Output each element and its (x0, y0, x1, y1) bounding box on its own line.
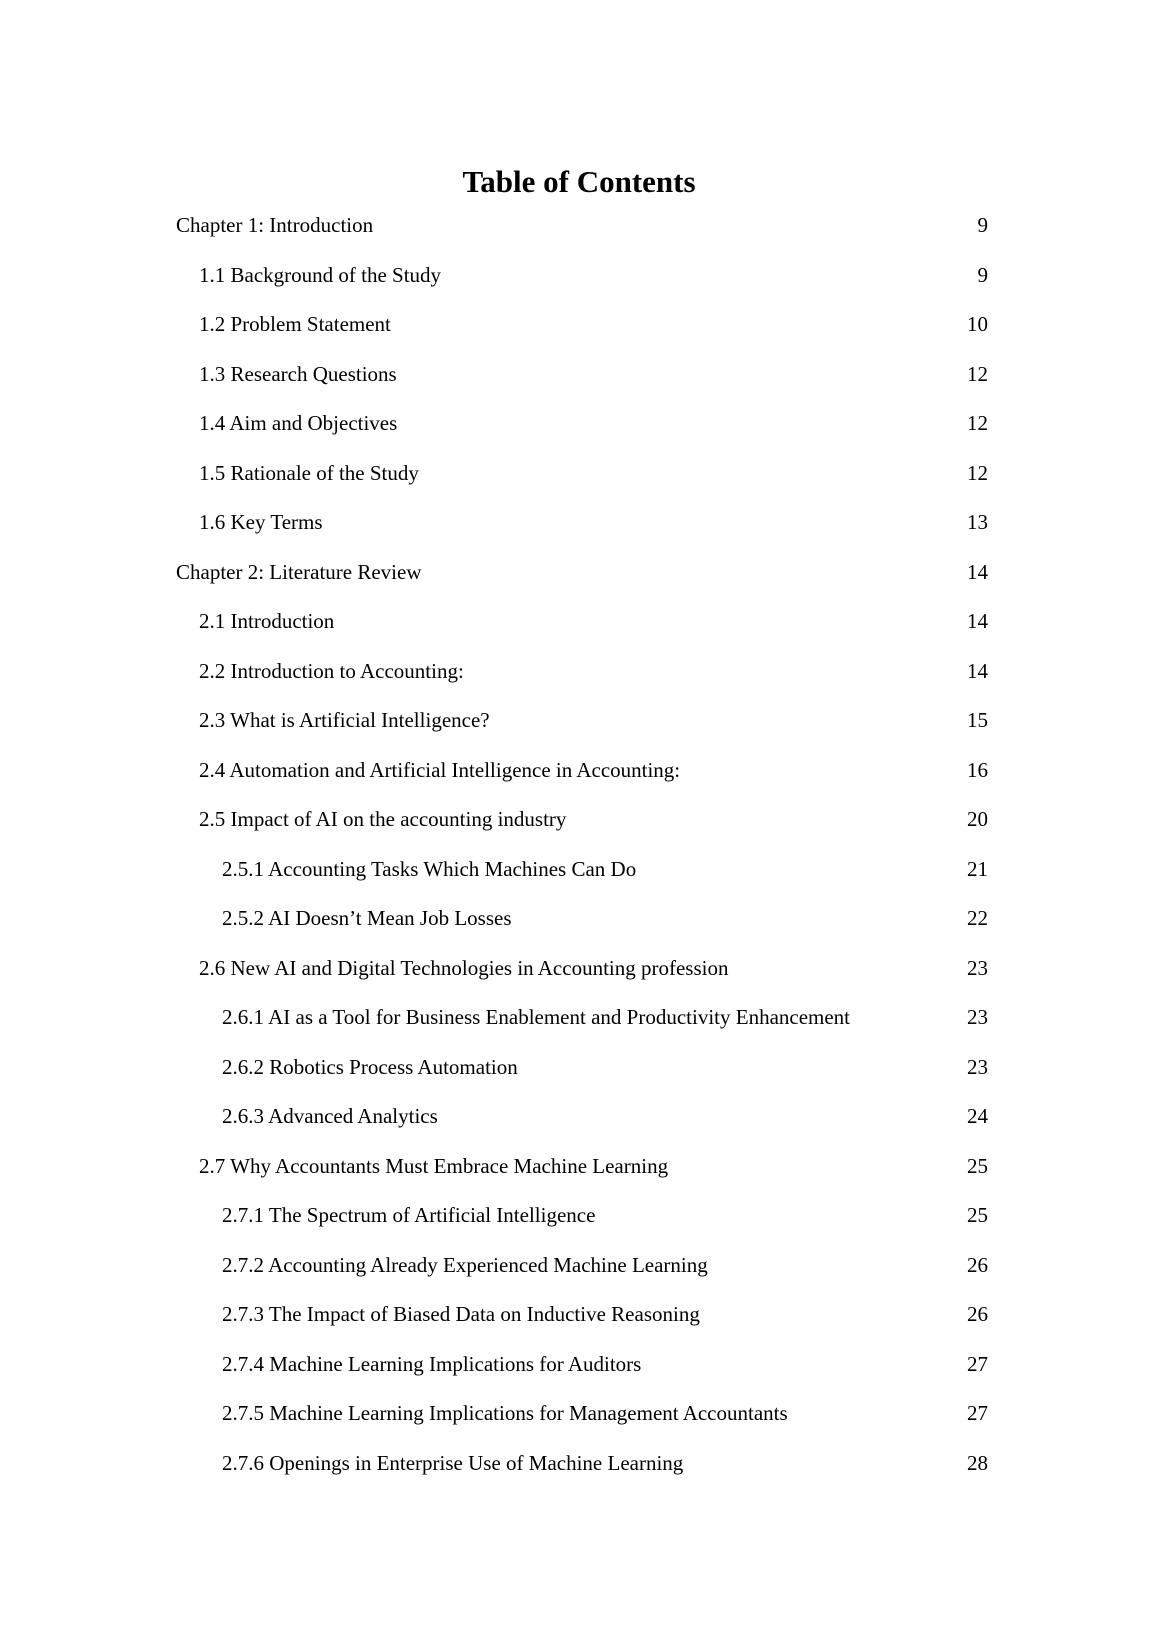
toc-entry-label: 1.1 Background of the Study (199, 262, 442, 287)
toc-entry-page-number: 14 (967, 559, 988, 584)
toc-entry-page-number: 16 (967, 757, 988, 782)
toc-entry[interactable] (199, 458, 988, 488)
toc-entry-page-number: 27 (967, 1401, 988, 1425)
toc-entry[interactable] (199, 804, 988, 834)
toc-entry[interactable] (222, 1200, 988, 1230)
toc-entry[interactable] (222, 1101, 988, 1131)
toc-entry[interactable] (199, 705, 988, 735)
toc-entry-label: 1.4 Aim and Objectives (199, 411, 398, 435)
toc-entry-label: Chapter 1: Introduction (176, 213, 374, 237)
toc-entry[interactable] (199, 309, 988, 339)
toc-entry-page-number: 23 (967, 1005, 988, 1029)
toc-entry[interactable] (222, 903, 988, 933)
toc-entry-page-number: 24 (967, 1104, 988, 1128)
toc-entry-page-number: 14 (967, 609, 988, 633)
toc-entry[interactable] (222, 1448, 988, 1478)
toc-entry-label: 2.7.1 The Spectrum of Artificial Intelligence (222, 1203, 596, 1227)
toc-entry[interactable] (199, 606, 988, 636)
toc-entry-label: Chapter 2: Literature Review (176, 559, 422, 584)
toc-entry-page-number: 21 (967, 856, 988, 881)
toc-entry-page-number: 12 (967, 460, 988, 485)
toc-entry-label: 2.7.3 The Impact of Biased Data on Inductive Reasoning (222, 1302, 700, 1326)
toc-entry-page-number: 23 (967, 955, 988, 980)
toc-entry-page-number: 20 (967, 807, 988, 831)
toc-entry-label: 2.6.1 AI as a Tool for Business Enablement and Productivity Enhancement (222, 1005, 851, 1029)
toc-entry-label: 2.1 Introduction (199, 609, 335, 633)
toc-entry-label: 1.5 Rationale of the Study (199, 460, 419, 485)
toc-entry[interactable] (199, 408, 988, 438)
toc-entry-label: 2.5 Impact of AI on the accounting industry (199, 807, 567, 831)
toc-entry[interactable] (199, 656, 988, 686)
toc-entry-label: 2.7 Why Accountants Must Embrace Machine Learning (199, 1153, 669, 1178)
toc-entry[interactable] (199, 260, 988, 290)
toc-entry-page-number: 15 (967, 708, 988, 732)
toc-entry-label: 2.5.2 AI Doesn’t Mean Job Losses (222, 906, 512, 930)
toc-entry[interactable] (199, 1151, 988, 1181)
page-title: Table of Contents (462, 164, 696, 199)
toc-entry[interactable] (222, 1349, 988, 1379)
toc-entry-page-number: 22 (967, 906, 988, 930)
toc-entry-page-number: 25 (967, 1153, 988, 1178)
toc-entry[interactable] (222, 854, 988, 884)
toc-entry[interactable] (222, 1002, 988, 1032)
toc-entry-label: 2.7.6 Openings in Enterprise Use of Machine Learning (222, 1450, 684, 1475)
toc-entry-label: 2.7.2 Accounting Already Experienced Machine Learning (222, 1252, 708, 1277)
toc-entry[interactable] (222, 1299, 988, 1329)
toc-entry-page-number: 23 (967, 1054, 988, 1079)
toc-entry-label: 2.6 New AI and Digital Technologies in Accounting profession (199, 955, 729, 980)
toc-entry[interactable] (199, 359, 988, 389)
toc-entry[interactable] (176, 557, 988, 587)
toc-entry-page-number: 26 (967, 1252, 988, 1277)
toc-entry-page-number: 13 (967, 510, 988, 534)
toc-entry-label: 2.6.3 Advanced Analytics (222, 1104, 438, 1128)
toc-entry-label: 1.3 Research Questions (199, 361, 397, 386)
toc-entry-label: 2.7.5 Machine Learning Implications for Management Accountants (222, 1401, 788, 1425)
toc-entry-label: 2.2 Introduction to Accounting: (199, 658, 464, 683)
toc-entry-label: 2.7.4 Machine Learning Implications for Auditors (222, 1351, 642, 1376)
toc-entry[interactable] (199, 953, 988, 983)
toc-entry-page-number: 27 (967, 1351, 988, 1376)
toc-entry-label: 1.6 Key Terms (199, 510, 323, 534)
toc-entry[interactable] (176, 210, 988, 240)
toc-entry-label: 2.4 Automation and Artificial Intelligence in Accounting: (199, 757, 681, 782)
toc-entry[interactable] (222, 1250, 988, 1280)
toc-entry-page-number: 9 (977, 262, 988, 287)
toc-entry-page-number: 10 (967, 312, 988, 336)
toc-entry-page-number: 26 (967, 1302, 988, 1326)
toc-entry-page-number: 25 (967, 1203, 988, 1227)
toc-entry[interactable] (199, 507, 988, 537)
toc-entry-label: 2.5.1 Accounting Tasks Which Machines Can Do (222, 856, 637, 881)
toc-entry-page-number: 12 (967, 411, 988, 435)
toc-entry[interactable] (222, 1052, 988, 1082)
toc-entry-label: 2.6.2 Robotics Process Automation (222, 1054, 518, 1079)
toc-entry[interactable] (199, 755, 988, 785)
toc-entry[interactable] (222, 1398, 988, 1428)
toc-entry-label: 1.2 Problem Statement (199, 312, 391, 336)
toc-entry-page-number: 28 (967, 1450, 988, 1475)
toc-entry-page-number: 12 (967, 361, 988, 386)
toc-entry-page-number: 9 (977, 213, 988, 237)
toc-entry-label: 2.3 What is Artificial Intelligence? (199, 708, 490, 732)
toc-entry-page-number: 14 (967, 658, 988, 683)
